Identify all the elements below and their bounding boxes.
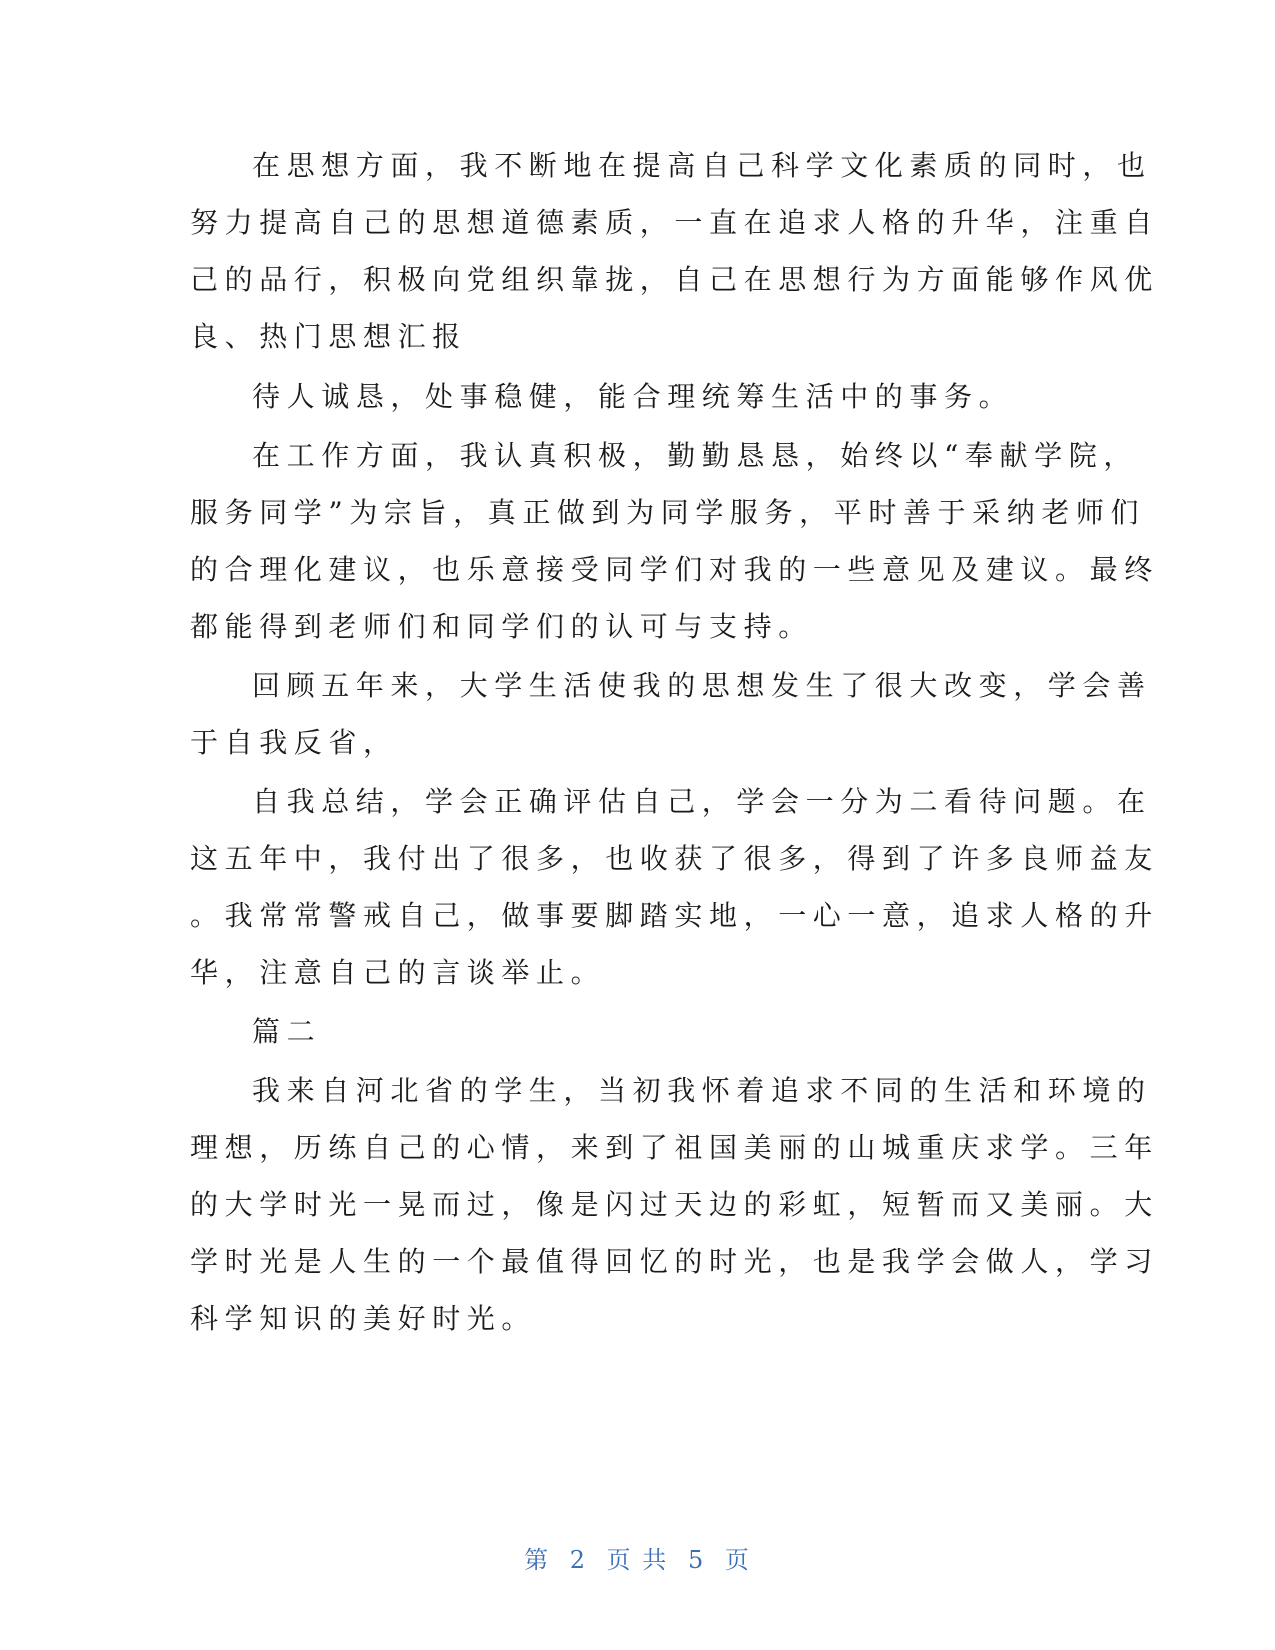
paragraph-line: 我来自河北省的学生，当初我怀着追求不同的生活和环境的 (252, 1074, 1152, 1107)
paragraph-line: 科学知识的美好时光。 (190, 1302, 537, 1335)
paragraph-line: 华，注意自己的言谈举止。 (190, 956, 606, 989)
paragraph-line: 在思想方面，我不断地在提高自己科学文化素质的同时，也 (252, 149, 1152, 182)
total-pages-number: 5 (687, 1546, 706, 1574)
paragraph-line: 待人诚恳，处事稳健，能合理统筹生活中的事务。 (252, 380, 1014, 413)
paragraph-line: 服务同学”为宗旨，真正做到为同学服务，平时善于采纳老师们 (190, 496, 1146, 529)
paragraph-line: 在工作方面，我认真积极，勤勤恳恳，始终以“奉献学院， (252, 439, 1138, 472)
footer-middle: 页 共 (606, 1546, 669, 1574)
page-footer (0, 1545, 1275, 1575)
paragraph-line: 自我总结，学会正确评估自己，学会一分为二看待问题。在 (252, 785, 1152, 818)
paragraph-line: 良、热门思想汇报 (190, 320, 467, 353)
paragraph-line: 于自我反省， (190, 726, 398, 759)
paragraph-line: 学时光是人生的一个最值得回忆的时光，也是我学会做人，学习 (190, 1245, 1159, 1278)
paragraph-line: 都能得到老师们和同学们的认可与支持。 (190, 610, 813, 643)
paragraph-line: 回顾五年来，大学生活使我的思想发生了很大改变，学会善 (252, 669, 1152, 702)
paragraph-line: 这五年中，我付出了很多，也收获了很多，得到了许多良师益友 (190, 842, 1159, 875)
footer-prefix: 第 (524, 1546, 551, 1574)
section-heading: 篇二 (252, 1015, 322, 1048)
paragraph-line: 。我常常警戒自己，做事要脚踏实地，一心一意，追求人格的升 (190, 899, 1159, 932)
paragraph-line: 的大学时光一晃而过，像是闪过天边的彩虹，短暂而又美丽。大 (190, 1188, 1159, 1221)
paragraph-line: 努力提高自己的思想道德素质，一直在追求人格的升华，注重自 (190, 206, 1159, 239)
paragraph-line: 的合理化建议，也乐意接受同学们对我的一些意见及建议。最终 (190, 553, 1159, 586)
paragraph-line: 理想，历练自己的心情，来到了祖国美丽的山城重庆求学。三年 (190, 1131, 1159, 1164)
paragraph-line: 己的品行，积极向党组织靠拢，自己在思想行为方面能够作风优 (190, 263, 1159, 296)
current-page-number: 2 (569, 1546, 588, 1574)
footer-suffix: 页 (724, 1546, 751, 1574)
